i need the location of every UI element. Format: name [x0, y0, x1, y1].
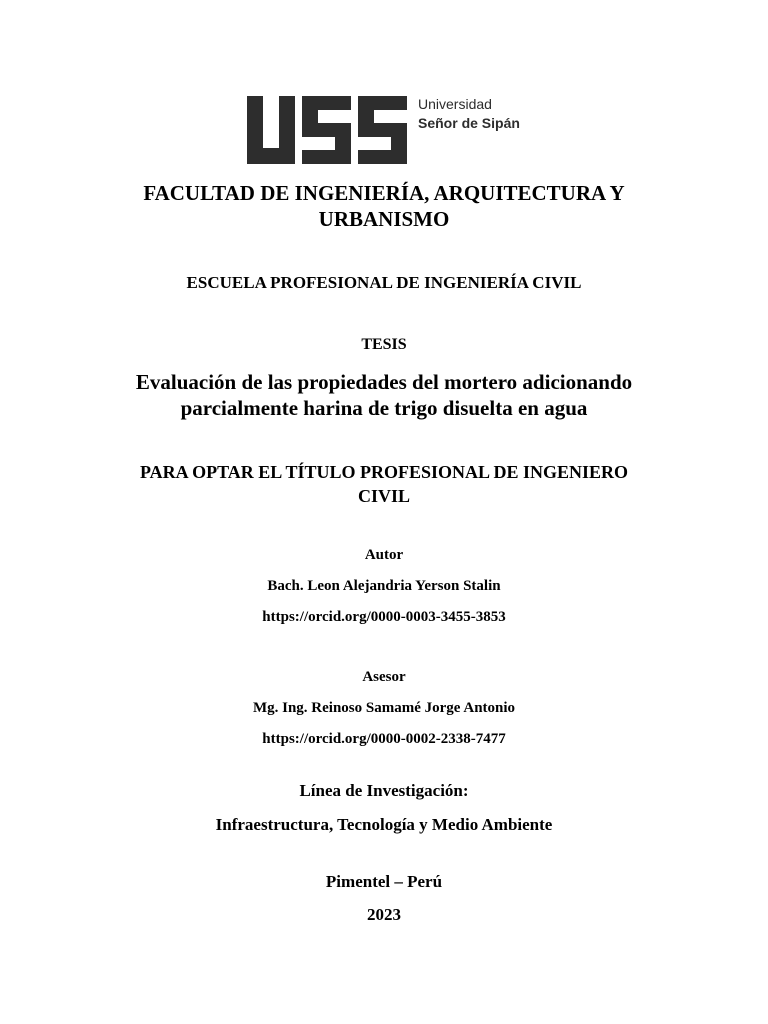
thesis-title-line-2: parcialmente harina de trigo disuelta en agua: [180, 396, 588, 420]
uss-logo-mark: [245, 96, 410, 166]
faculty-line-2: URBANISMO: [318, 207, 450, 231]
author-orcid: https://orcid.org/0000-0003-3455-3853: [262, 609, 506, 625]
advisor-orcid: https://orcid.org/0000-0002-2338-7477: [262, 731, 506, 747]
advisor-label: Asesor: [362, 669, 406, 685]
research-line-label: Línea de Investigación:: [299, 781, 469, 800]
thesis-title-line-1: Evaluación de las propiedades del mortero adicionando: [135, 370, 633, 394]
logo-line-senor-de-sipan: Señor de Sipán: [418, 115, 520, 131]
author-name: Bach. Leon Alejandria Yerson Stalin: [267, 578, 501, 594]
year: 2023: [367, 905, 401, 924]
logo-line-universidad: Universidad: [418, 96, 492, 112]
school-name: ESCUELA PROFESIONAL DE INGENIERÍA CIVIL: [186, 273, 582, 292]
faculty-line-1: FACULTAD DE INGENIERÍA, ARQUITECTURA Y: [143, 181, 625, 205]
document-type: TESIS: [361, 336, 407, 353]
author-label: Autor: [364, 547, 404, 563]
advisor-name: Mg. Ing. Reinoso Samamé Jorge Antonio: [252, 700, 516, 716]
logo-wordmark: [418, 96, 520, 131]
uss-logo: [245, 96, 535, 166]
place: Pimentel – Perú: [325, 872, 443, 891]
research-line-value: Infraestructura, Tecnología y Medio Ambiente: [215, 815, 553, 834]
degree-line-2: CIVIL: [357, 486, 410, 506]
degree-line-1: PARA OPTAR EL TÍTULO PROFESIONAL DE INGENIERO: [139, 462, 629, 482]
